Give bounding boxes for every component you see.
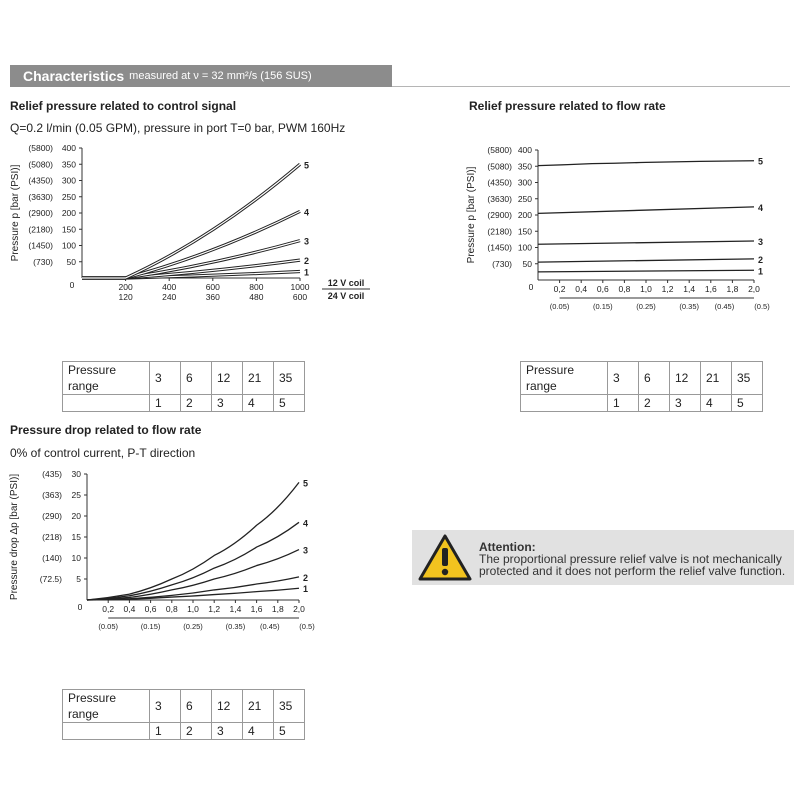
range-value: 21	[701, 362, 732, 395]
series-line	[538, 161, 754, 166]
curve-number: 3	[212, 395, 243, 412]
x-gpm-label: (0.05)	[98, 622, 118, 631]
series-label: 1	[304, 267, 310, 278]
x-gpm-label: (0.35)	[679, 302, 699, 311]
x-tick-label: 0,4	[575, 284, 588, 294]
series-label: 2	[303, 572, 309, 583]
x-gpm-label: (0.05)	[549, 302, 570, 311]
x-gpm-label: (0.15)	[593, 302, 613, 311]
series-label: 2	[758, 254, 764, 265]
series-line-outer	[82, 164, 300, 278]
y-tick-label: 300	[517, 177, 532, 188]
x-tick-label: 2,0	[748, 284, 760, 294]
y-tick-psi-label: (5800)	[487, 145, 512, 155]
range-value: 21	[243, 362, 274, 395]
header-subtitle: measured at ν = 32 mm²/s (156 SUS)	[129, 70, 312, 82]
curve-number: 2	[181, 395, 212, 412]
x-tick-label: 2,0	[293, 604, 305, 614]
series-label: 2	[304, 256, 310, 267]
series-line	[538, 270, 754, 272]
y-tick-label: 100	[61, 240, 76, 251]
range-value: 12	[670, 362, 701, 395]
curve-number: 1	[150, 723, 181, 740]
y-tick-psi-label: (435)	[42, 469, 62, 479]
y-axis-label: Pressure p [bar (PSI)]	[466, 166, 477, 264]
y-tick-psi-label: (5080)	[28, 159, 53, 170]
x-tick-label: 1,4	[229, 604, 242, 614]
x-tick-label: 1,6	[250, 604, 263, 614]
table-label: Pressure range	[521, 362, 608, 395]
x-tick-label: 1,4	[683, 284, 696, 294]
curve-number: 3	[212, 723, 243, 740]
y-tick-psi-label: (2180)	[28, 224, 53, 235]
x-tick-label: 0,4	[123, 604, 136, 614]
x-tick-label: 1,6	[704, 284, 717, 294]
range-value: 6	[181, 362, 212, 395]
x-tick-label: 0,8	[618, 284, 631, 294]
y-tick-psi-label: (218)	[42, 532, 62, 542]
x-origin-label: 0	[69, 280, 75, 290]
y-tick-psi-label: (2900)	[28, 208, 53, 218]
range-value: 35	[732, 362, 763, 395]
x-tick-label-24v: 120	[118, 292, 133, 302]
x-tick-label: 1000	[290, 282, 310, 292]
coil-label-24v: 24 V coil	[327, 291, 365, 301]
x-tick-label: 0,6	[596, 284, 609, 294]
x-tick-label: 1,0	[640, 284, 652, 294]
range-value: 6	[181, 690, 212, 723]
y-tick-psi-label: (3630)	[28, 191, 53, 202]
y-tick-label: 10	[71, 553, 81, 563]
x-tick-label: 0,8	[165, 604, 178, 614]
y-tick-label: 250	[61, 191, 76, 202]
curve-number: 3	[670, 395, 701, 412]
series-label: 4	[758, 202, 764, 213]
y-tick-psi-label: (1450)	[28, 240, 53, 251]
chart2-title: Relief pressure related to flow rate	[469, 99, 666, 113]
chart3-title: Pressure drop related to flow rate	[10, 423, 202, 437]
y-tick-label: 150	[61, 224, 76, 235]
x-tick-label: 1,8	[726, 284, 739, 294]
series-label: 5	[303, 478, 309, 489]
y-tick-label: 5	[76, 574, 81, 584]
pressure-range-table-2	[520, 361, 763, 412]
range-value: 21	[243, 690, 274, 723]
x-gpm-label: (0.25)	[636, 302, 656, 311]
curve-number: 2	[639, 395, 670, 412]
y-tick-label: 350	[517, 161, 532, 172]
y-axis-label: Pressure drop Δp [bar (PSI)]	[9, 473, 20, 601]
y-tick-psi-label: (72.5)	[39, 574, 62, 584]
curve-number: 1	[150, 395, 181, 412]
y-tick-label: 300	[61, 175, 76, 186]
x-gpm-label: (0.25)	[183, 622, 203, 631]
curve-number: 5	[274, 395, 305, 412]
header-title: Characteristics	[23, 68, 125, 84]
y-tick-psi-label: (5800)	[28, 143, 53, 153]
chart1-note: Q=0.2 l/min (0.05 GPM), pressure in port T=0 bar, PWM 160Hz	[10, 121, 346, 135]
y-tick-label: 25	[71, 490, 81, 500]
x-tick-label: 0,2	[102, 604, 115, 614]
curve-number: 1	[608, 395, 639, 412]
series-label: 5	[758, 156, 764, 167]
y-tick-label: 250	[517, 193, 532, 204]
y-tick-label: 30	[71, 469, 81, 479]
x-tick-label-24v: 600	[292, 292, 308, 302]
curve-number: 5	[274, 723, 305, 740]
y-tick-label: 100	[517, 242, 532, 253]
series-label: 3	[304, 236, 310, 247]
y-tick-label: 50	[522, 258, 532, 269]
y-tick-label: 15	[71, 532, 81, 542]
x-tick-label: 1,0	[187, 604, 199, 614]
x-origin-label: 0	[528, 282, 534, 292]
chart-relief-vs-current	[0, 140, 400, 350]
y-axis-label: Pressure p [bar (PSI)]	[10, 164, 21, 262]
pressure-range-table-1	[62, 361, 305, 412]
y-tick-label: 400	[61, 143, 76, 153]
series-line	[87, 522, 299, 600]
y-tick-psi-label: (2180)	[487, 226, 512, 237]
x-tick-label: 1,8	[271, 604, 284, 614]
chart-relief-vs-flow	[460, 140, 800, 350]
y-tick-psi-label: (2900)	[487, 210, 512, 220]
series-label: 4	[303, 518, 309, 529]
curve-number: 5	[732, 395, 763, 412]
x-tick-label-24v: 480	[249, 292, 264, 302]
series-label: 3	[303, 545, 309, 556]
warning-icon	[418, 534, 472, 582]
attention-title: Attention:	[479, 540, 536, 554]
series-line-inner	[82, 164, 300, 278]
series-line	[538, 207, 754, 214]
range-value: 6	[639, 362, 670, 395]
y-tick-psi-label: (730)	[492, 258, 512, 269]
x-origin-label: 0	[77, 602, 83, 612]
x-gpm-label: (0.45)	[260, 622, 280, 631]
attention-box	[412, 530, 794, 585]
curve-number: 4	[701, 395, 732, 412]
series-label: 1	[303, 584, 309, 595]
y-tick-label: 200	[61, 208, 76, 218]
x-gpm-label: (0.35)	[225, 622, 246, 631]
range-value: 35	[274, 690, 305, 723]
x-tick-label: 1,2	[208, 604, 221, 614]
x-tick-label: 600	[205, 282, 220, 292]
y-tick-psi-label: (730)	[33, 256, 53, 267]
x-tick-label: 1,2	[661, 284, 674, 294]
attention-text: The proportional pressure relief valve is not mechanically protected and it does not perform the relief valve function.	[479, 552, 786, 578]
table-label: Pressure range	[63, 362, 150, 395]
x-tick-label-24v: 240	[162, 292, 177, 302]
y-tick-label: 20	[71, 511, 81, 521]
section-header	[10, 65, 392, 87]
range-value: 3	[150, 690, 181, 723]
series-label: 4	[304, 207, 310, 218]
x-tick-label: 400	[162, 282, 177, 292]
range-value: 35	[274, 362, 305, 395]
x-tick-label: 0,2	[553, 284, 566, 294]
table-label: Pressure range	[63, 690, 150, 723]
x-gpm-label: (0.5)	[754, 302, 770, 311]
y-tick-label: 150	[517, 226, 532, 237]
curve-number: 2	[181, 723, 212, 740]
range-value: 3	[150, 362, 181, 395]
x-tick-label: 800	[249, 282, 264, 292]
x-tick-label: 0,6	[144, 604, 157, 614]
header-rule	[392, 86, 790, 87]
y-tick-psi-label: (5080)	[487, 161, 512, 172]
y-tick-label: 350	[61, 159, 76, 170]
y-tick-psi-label: (290)	[42, 511, 62, 521]
chart3-note: 0% of control current, P-T direction	[10, 446, 196, 460]
y-tick-psi-label: (140)	[42, 553, 62, 563]
chart-pressure-drop-vs-flow	[0, 465, 400, 665]
y-tick-psi-label: (363)	[42, 490, 62, 500]
y-tick-psi-label: (4350)	[28, 175, 53, 186]
series-label: 3	[758, 237, 764, 247]
range-value: 12	[212, 690, 243, 723]
range-value: 3	[608, 362, 639, 395]
series-label: 5	[304, 160, 310, 171]
y-tick-psi-label: (4350)	[487, 177, 512, 188]
pressure-range-table-3	[62, 689, 305, 740]
curve-number: 4	[243, 723, 274, 740]
y-tick-label: 200	[517, 210, 532, 220]
x-gpm-label: (0.45)	[714, 302, 735, 311]
series-line	[538, 241, 754, 244]
curve-number: 4	[243, 395, 274, 412]
y-tick-psi-label: (1450)	[487, 242, 512, 253]
y-tick-label: 400	[517, 145, 532, 155]
chart1-title: Relief pressure related to control signal	[10, 99, 237, 113]
y-tick-psi-label: (3630)	[487, 193, 512, 204]
series-line	[538, 259, 754, 262]
range-value: 12	[212, 362, 243, 395]
x-tick-label: 200	[118, 282, 133, 292]
x-tick-label-24v: 360	[205, 292, 220, 302]
x-gpm-label: (0.5)	[299, 622, 315, 631]
coil-label-12v: 12 V coil	[327, 278, 365, 288]
series-label: 1	[758, 266, 764, 277]
x-gpm-label: (0.15)	[140, 622, 161, 631]
y-tick-label: 50	[66, 256, 76, 267]
